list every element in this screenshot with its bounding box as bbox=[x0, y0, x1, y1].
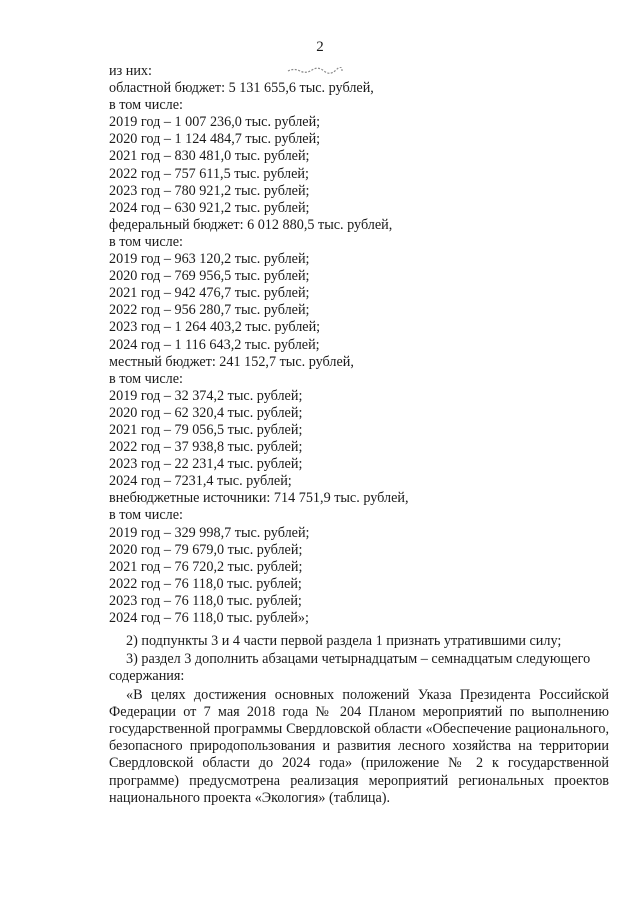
budget-lines bbox=[109, 63, 609, 627]
quote-line: «В целях достижения основных положений Указа Президента Российской bbox=[126, 687, 609, 703]
budget-line: 2023 год – 22 231,4 тыс. рублей; bbox=[109, 456, 303, 473]
quote-line: национального проекта «Экология» (таблица). bbox=[109, 789, 391, 806]
budget-line: внебюджетные источники: 714 751,9 тыс. рублей, bbox=[109, 490, 409, 507]
budget-line: 2024 год – 7231,4 тыс. рублей; bbox=[109, 473, 292, 490]
budget-line: 2022 год – 37 938,8 тыс. рублей; bbox=[109, 439, 303, 456]
budget-line: в том числе: bbox=[109, 507, 183, 524]
budget-line: 2022 год – 956 280,7 тыс. рублей; bbox=[109, 302, 310, 319]
budget-line: 2020 год – 79 679,0 тыс. рублей; bbox=[109, 541, 303, 558]
budget-line: 2021 год – 79 056,5 тыс. рублей; bbox=[109, 421, 303, 438]
quote-line: Свердловской области до 2024 года» (приложение № 2 к государственной bbox=[109, 755, 609, 772]
budget-line: 2024 год – 76 118,0 тыс. рублей»; bbox=[109, 610, 309, 626]
item-3-text-line-2: содержания: bbox=[109, 668, 185, 684]
budget-line: 2021 год – 942 476,7 тыс. рублей; bbox=[109, 285, 310, 302]
budget-line: в том числе: bbox=[109, 233, 183, 250]
quote-line: Федерации от 7 мая 2018 года № 204 Планом мероприятий по выполнению bbox=[109, 704, 609, 721]
budget-line: 2024 год – 630 921,2 тыс. рублей; bbox=[109, 199, 310, 216]
budget-line: федеральный бюджет: 6 012 880,5 тыс. рублей, bbox=[109, 216, 393, 233]
budget-line: 2019 год – 329 998,7 тыс. рублей; bbox=[109, 524, 310, 541]
budget-line: 2019 год – 32 374,2 тыс. рублей; bbox=[109, 387, 303, 404]
budget-line: 2024 год – 1 116 643,2 тыс. рублей; bbox=[109, 336, 320, 353]
budget-line: 2021 год – 76 720,2 тыс. рублей; bbox=[109, 558, 303, 575]
budget-line: из них: bbox=[109, 63, 152, 79]
budget-line: 2019 год – 1 007 236,0 тыс. рублей; bbox=[109, 114, 321, 131]
item-2-text: 2) подпункты 3 и 4 части первой раздела 1 признать утратившими силу; bbox=[126, 633, 562, 649]
budget-line: 2023 год – 780 921,2 тыс. рублей; bbox=[109, 182, 310, 199]
item-3-text-line-1: 3) раздел 3 дополнить абзацами четырнадцатым – семнадцатым следующего bbox=[126, 651, 591, 667]
budget-line: 2023 год – 76 118,0 тыс. рублей; bbox=[109, 592, 302, 609]
budget-line: областной бюджет: 5 131 655,6 тыс. рублей, bbox=[109, 80, 374, 97]
quote-line: безопасного природопользования и развития лесного хозяйства на территории bbox=[109, 738, 609, 755]
budget-line: в том числе: bbox=[109, 97, 183, 114]
quote-line: государственной программы Свердловской области «Обеспечение рационального, bbox=[109, 721, 609, 738]
budget-line: 2022 год – 757 611,5 тыс. рублей; bbox=[109, 165, 309, 182]
quote-line: программе) предусмотрена реализация мероприятий региональных проектов bbox=[109, 772, 609, 789]
budget-line: 2021 год – 830 481,0 тыс. рублей; bbox=[109, 148, 310, 165]
budget-line: 2022 год – 76 118,0 тыс. рублей; bbox=[109, 575, 302, 592]
budget-line: 2019 год – 963 120,2 тыс. рублей; bbox=[109, 251, 310, 268]
budget-line: местный бюджет: 241 152,7 тыс. рублей, bbox=[109, 353, 354, 370]
budget-line: 2023 год – 1 264 403,2 тыс. рублей; bbox=[109, 319, 321, 336]
budget-line: 2020 год – 769 956,5 тыс. рублей; bbox=[109, 268, 310, 285]
budget-line: в том числе: bbox=[109, 370, 183, 387]
budget-line: 2020 год – 62 320,4 тыс. рублей; bbox=[109, 404, 303, 421]
page-number: 2 bbox=[316, 39, 324, 55]
budget-line: 2020 год – 1 124 484,7 тыс. рублей; bbox=[109, 131, 321, 148]
